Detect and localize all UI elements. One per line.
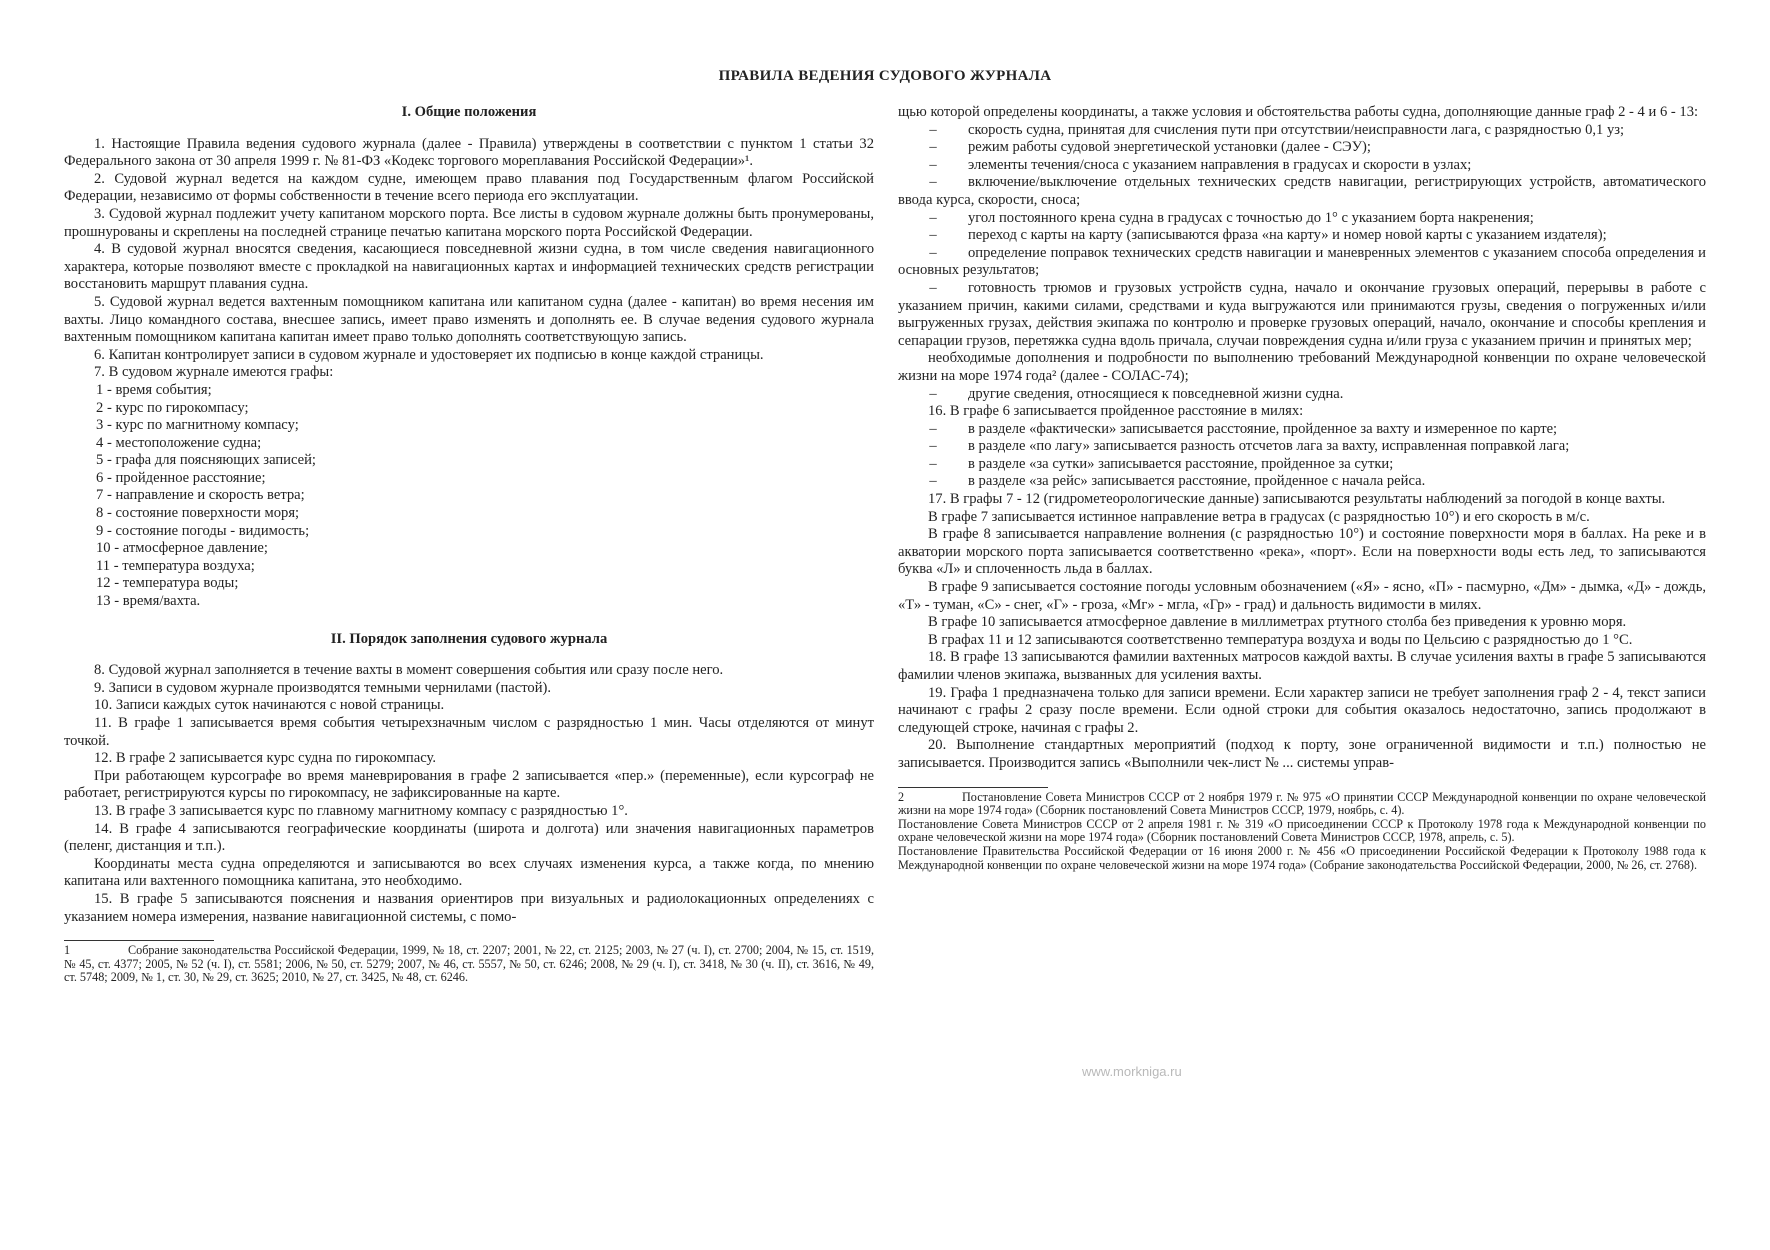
paragraph: В графах 11 и 12 записываются соответственно температура воздуха и воды по Цельсию с разрядностью до 1 °С. bbox=[928, 631, 1633, 648]
list-item: 3 - курс по магнитному компасу; bbox=[96, 417, 299, 434]
footnote-2c: Постановление Правительства Российской Федерации от 16 июня 2000 г. № 456 «О присоединении Российской Федерации к Протоколу 1988 года к Международной конвенции по охране человеческой жизни на море 1974 года» (Собрание законодательства Российской Федерации, 2000, № 26, ст. 2768). bbox=[898, 843, 1706, 872]
paragraph: 7. В судовом журнале имеются графы: bbox=[94, 364, 334, 381]
paragraph: 2. Судовой журнал ведется на каждом судне, имеющем право плавания под Государственным флагом Российской Федерации, независимо от формы собственности в течение всего периода его эксплуатации. bbox=[64, 170, 874, 205]
left-column bbox=[64, 104, 874, 985]
dash-marker: – bbox=[929, 279, 937, 296]
dash-marker: – bbox=[929, 438, 937, 455]
dash-item: – в разделе «фактически» записывается расстояние, пройденное за вахту и измеренное по карте; bbox=[898, 421, 1706, 439]
paragraph: 8. Судовой журнал заполняется в течение вахты в момент совершения события или сразу после него. bbox=[94, 662, 724, 679]
footnote-number: 1 bbox=[64, 943, 71, 958]
dash-marker: – bbox=[929, 174, 937, 191]
list-item: 5 - графа для поясняющих записей; bbox=[96, 452, 316, 469]
paragraph: 6. Капитан контролирует записи в судовом журнале и удостоверяет их подписью в конце каждой страницы. bbox=[94, 346, 764, 363]
paragraph: В графе 8 записывается направление волнения (с разрядностью 10°) и состояние поверхности моря в баллах. На реке и в акватории морского порта записывается соответственно «река», «порт». Если на поверхности воды есть лед, то записываются буква «Л» и сплоченность льда в баллах. bbox=[898, 526, 1706, 578]
list-item: 11 - температура воздуха; bbox=[96, 557, 255, 574]
list-item: 6 - пройденное расстояние; bbox=[96, 469, 266, 486]
dash-marker: – bbox=[929, 473, 937, 490]
footnote-number: 2 bbox=[898, 789, 905, 804]
dash-item: – в разделе «за рейс» записывается расстояние, пройденное с начала рейса. bbox=[898, 473, 1706, 491]
footnote-2 bbox=[898, 791, 1706, 818]
paragraph: 9. Записи в судовом журнале производятся темными чернилами (пастой). bbox=[94, 679, 552, 696]
paragraph: необходимые дополнения и подробности по выполнению требований Международной конвенции по охране человеческой жизни на море 1974 года² (далее - СОЛАС-74); bbox=[898, 350, 1706, 384]
dash-item: – готовность трюмов и грузовых устройств судна, начало и окончание грузовых операций, перерывы в работе с указанием причин, какими силами, средствами и куда выгружаются или принимаются грузы, сведения о погруженных и/или выгруженных грузах, действия экипажа по контролю и проверке грузовых операций, начало, окончание и способы крепления и сепарации грузов, перетяжка судна вдоль причала, случаи повреждения судна и/или груза с указанием причин и принятых мер; bbox=[898, 279, 1706, 349]
paragraph: 11. В графе 1 записывается время события четырехзначным числом с разрядностью 1 мин. Часы отделяются от минут точкой. bbox=[64, 715, 874, 749]
dash-marker: – bbox=[929, 420, 937, 437]
paragraph: 20. Выполнение стандартных мероприятий (подход к порту, зоне ограниченной видимости и т.п.) полностью не записывается. Производится запись «Выполнили чек-лист № ... системы управ- bbox=[898, 737, 1706, 771]
paragraph: Координаты места судна определяются и записываются во всех случаях изменения курса, а также когда, по мнению капитана или вахтенного помощника капитана, это необходимо. bbox=[64, 855, 874, 890]
paragraph: 4. В судовой журнал вносятся сведения, касающиеся повседневной жизни судна, в том числе сведения навигационного характера, которые позволяют вместе с прокладкой на навигационных картах и информацией технических средств регистрации восстановить маршрут плавания судна. bbox=[64, 241, 874, 293]
list-item: 1 - время события; bbox=[96, 381, 212, 398]
footnote-text: Постановление Совета Министров СССР от 2 ноября 1979 г. № 975 «О принятии СССР Международной конвенции по охране человеческой жизни на море 1974 года» (Сборник постановлений Совета Министров СССР, 1979, ноябрь, с. 4). bbox=[898, 789, 1706, 818]
paragraph: 14. В графе 4 записываются географические координаты (широта и долгота) или значения навигационных параметров (пеленг, дистанция и т.п.). bbox=[64, 820, 874, 855]
paragraph: 5. Судовой журнал ведется вахтенным помощником капитана или капитаном судна (далее - капитан) во время несения им вахты. Лицо командного состава, внесшее запись, имеет право изменять и дополнять ее. В случае ведения судового журнала вахтенным помощником капитана капитан имеет право только дополнять соответствующую запись. bbox=[64, 293, 874, 346]
footnote-text: Собрание законодательства Российской Федерации, 1999, № 18, ст. 2207; 2001, № 22, ст. 2125; 2003, № 27 (ч. I), ст. 2700; 2004, № 15, ст. 1519, № 45, ст. 4377; 2005, № 52 (ч. I), ст. 5581; 2006, № 50, ст. 5279; 2007, № 46, ст. 5557, № 50, ст. 6246; 2008, № 29 (ч. I), ст. 3418, № 30 (ч. II), ст. 3616, № 49, ст. 5748; 2009, № 1, ст. 30, № 29, ст. 3625; 2010, № 27, ст. 3425, № 48, ст. 6246. bbox=[64, 943, 874, 985]
dash-item: – режим работы судовой энергетической установки (далее - СЭУ); bbox=[898, 139, 1706, 157]
dash-marker: – bbox=[929, 244, 937, 261]
paragraph: 15. В графе 5 записываются пояснения и названия ориентиров при визуальных и радиолокационных определениях с указанием номера измерения, название навигационной системы, с помо- bbox=[64, 890, 874, 925]
list-item: 2 - курс по гирокомпасу; bbox=[96, 399, 249, 416]
list-item: 10 - атмосферное давление; bbox=[96, 540, 268, 557]
paragraph: В графе 9 записывается состояние погоды условным обозначением («Я» - ясно, «П» - пасмурно, «Дм» - дымка, «Д» - дождь, «Т» - туман, «С» - снег, «Г» - гроза, «Мг» - мгла, «Гр» - град) и дальность видимости в милях. bbox=[898, 579, 1706, 613]
list-item: 12 - температура воды; bbox=[96, 575, 239, 592]
paragraph: 1. Настоящие Правила ведения судового журнала (далее - Правила) утверждены в соответствии с пунктом 1 статьи 32 Федерального закона от 30 апреля 1999 г. № 81-ФЗ «Кодекс торгового мореплавания Российской Федерации»¹. bbox=[64, 135, 874, 170]
footnote-1 bbox=[64, 944, 874, 985]
paragraph: В графе 10 записывается атмосферное давление в миллиметрах ртутного столба без приведения к уровню моря. bbox=[928, 614, 1627, 631]
dash-item: – включение/выключение отдельных технических средств навигации, регистрирующих устройств, автоматического ввода курса, скорости, сноса; bbox=[898, 174, 1706, 208]
paragraph: 16. В графе 6 записывается пройденное расстояние в милях: bbox=[928, 403, 1304, 420]
dash-item: – угол постоянного крена судна в градусах с точностью до 1° с указанием борта накренения; bbox=[898, 210, 1706, 228]
dash-marker: – bbox=[929, 156, 937, 173]
page-title: ПРАВИЛА ВЕДЕНИЯ СУДОВОГО ЖУРНАЛА bbox=[718, 68, 1052, 84]
paragraph: 12. В графе 2 записывается курс судна по гирокомпасу. bbox=[94, 750, 436, 767]
list-item: 7 - направление и скорость ветра; bbox=[96, 487, 305, 504]
dash-item: – в разделе «за сутки» записывается расстояние, пройденное за сутки; bbox=[898, 456, 1706, 474]
list-item: 4 - местоположение судна; bbox=[96, 434, 262, 451]
paragraph: При работающем курсографе во время маневрирования в графе 2 записывается «пер.» (переменные), если курсограф не работает, регистрируются курсы по гирокомпасу, не зафиксированные на карте. bbox=[64, 767, 874, 802]
list-item: 8 - состояние поверхности моря; bbox=[96, 505, 300, 522]
dash-marker: – bbox=[929, 121, 937, 138]
dash-item: – в разделе «по лагу» записывается разность отсчетов лага за вахту, исправленная поправкой лага; bbox=[898, 438, 1706, 456]
dash-marker: – bbox=[929, 385, 937, 402]
dash-item: – определение поправок технических средств навигации и маневренных элементов с указанием способа определения и основных результатов; bbox=[898, 244, 1706, 279]
section-heading-general: I. Общие положения bbox=[401, 104, 537, 120]
list-item: 13 - время/вахта. bbox=[96, 593, 201, 610]
paragraph: щью которой определены координаты, а также условия и обстоятельства работы судна, дополняющие данные граф 2 - 4 и 6 - 13: bbox=[898, 104, 1699, 120]
dash-item: – переход с карты на карту (записываются фраза «на карту» и номер новой карты с указанием издателя); bbox=[898, 227, 1706, 245]
paragraph: 18. В графе 13 записываются фамилии вахтенных матросов каждой вахты. В случае усиления вахты в графе 5 записываются фамилии членов экипажа, вызванных для усиления вахты. bbox=[898, 649, 1706, 683]
dash-marker: – bbox=[929, 227, 937, 244]
watermark: www.morkniga.ru bbox=[1082, 1064, 1182, 1079]
dash-item: – скорость судна, принятая для счисления пути при отсутствии/неисправности лага, с разрядностью 0,1 уз; bbox=[898, 122, 1706, 140]
dash-item: – другие сведения, относящиеся к повседневной жизни судна. bbox=[898, 386, 1706, 404]
footnote-divider bbox=[64, 940, 214, 941]
dash-item: – элементы течения/сноса с указанием направления в градусах и скорости в узлах; bbox=[898, 157, 1706, 175]
section-heading-procedure: II. Порядок заполнения судового журнала bbox=[330, 630, 608, 647]
right-column bbox=[898, 104, 1706, 872]
list-item: 9 - состояние погоды - видимость; bbox=[96, 522, 310, 539]
dash-marker: – bbox=[929, 455, 937, 472]
paragraph: 10. Записи каждых суток начинаются с новой страницы. bbox=[94, 697, 445, 714]
footnote-divider bbox=[898, 787, 1048, 788]
paragraph: 19. Графа 1 предназначена только для записи времени. Если характер записи не требует заполнения граф 2 - 4, текст записи начинают с графы 2 сразу после времени. Если одной строки для события оказалось недостаточно, запись продолжают в следующей строке, начиная с графы 2. bbox=[898, 684, 1706, 736]
footnote-2b: Постановление Совета Министров СССР от 2 апреля 1981 г. № 319 «О присоединении СССР к Протоколу 1978 года к Международной конвенции по охране человеческой жизни на море 1974 года» (Сборник постановлений Совета Министров СССР, 1978, апрель, с. 5). bbox=[898, 816, 1706, 845]
paragraph: 13. В графе 3 записывается курс по главному магнитному компасу с разрядностью 1°. bbox=[94, 802, 628, 819]
paragraph: 17. В графы 7 - 12 (гидрометеорологические данные) записываются результаты наблюдений за погодой в конце вахты. bbox=[928, 491, 1666, 508]
paragraph: В графе 7 записывается истинное направление ветра в градусах (с разрядностью 10°) и его скорость в м/с. bbox=[928, 508, 1590, 525]
dash-marker: – bbox=[929, 139, 937, 156]
paragraph: 3. Судовой журнал подлежит учету капитаном морского порта. Все листы в судовом журнале должны быть пронумерованы, прошнурованы и скреплены на последней странице печатью капитана морского порта Российской Федерации. bbox=[64, 205, 874, 240]
dash-marker: – bbox=[929, 209, 937, 226]
